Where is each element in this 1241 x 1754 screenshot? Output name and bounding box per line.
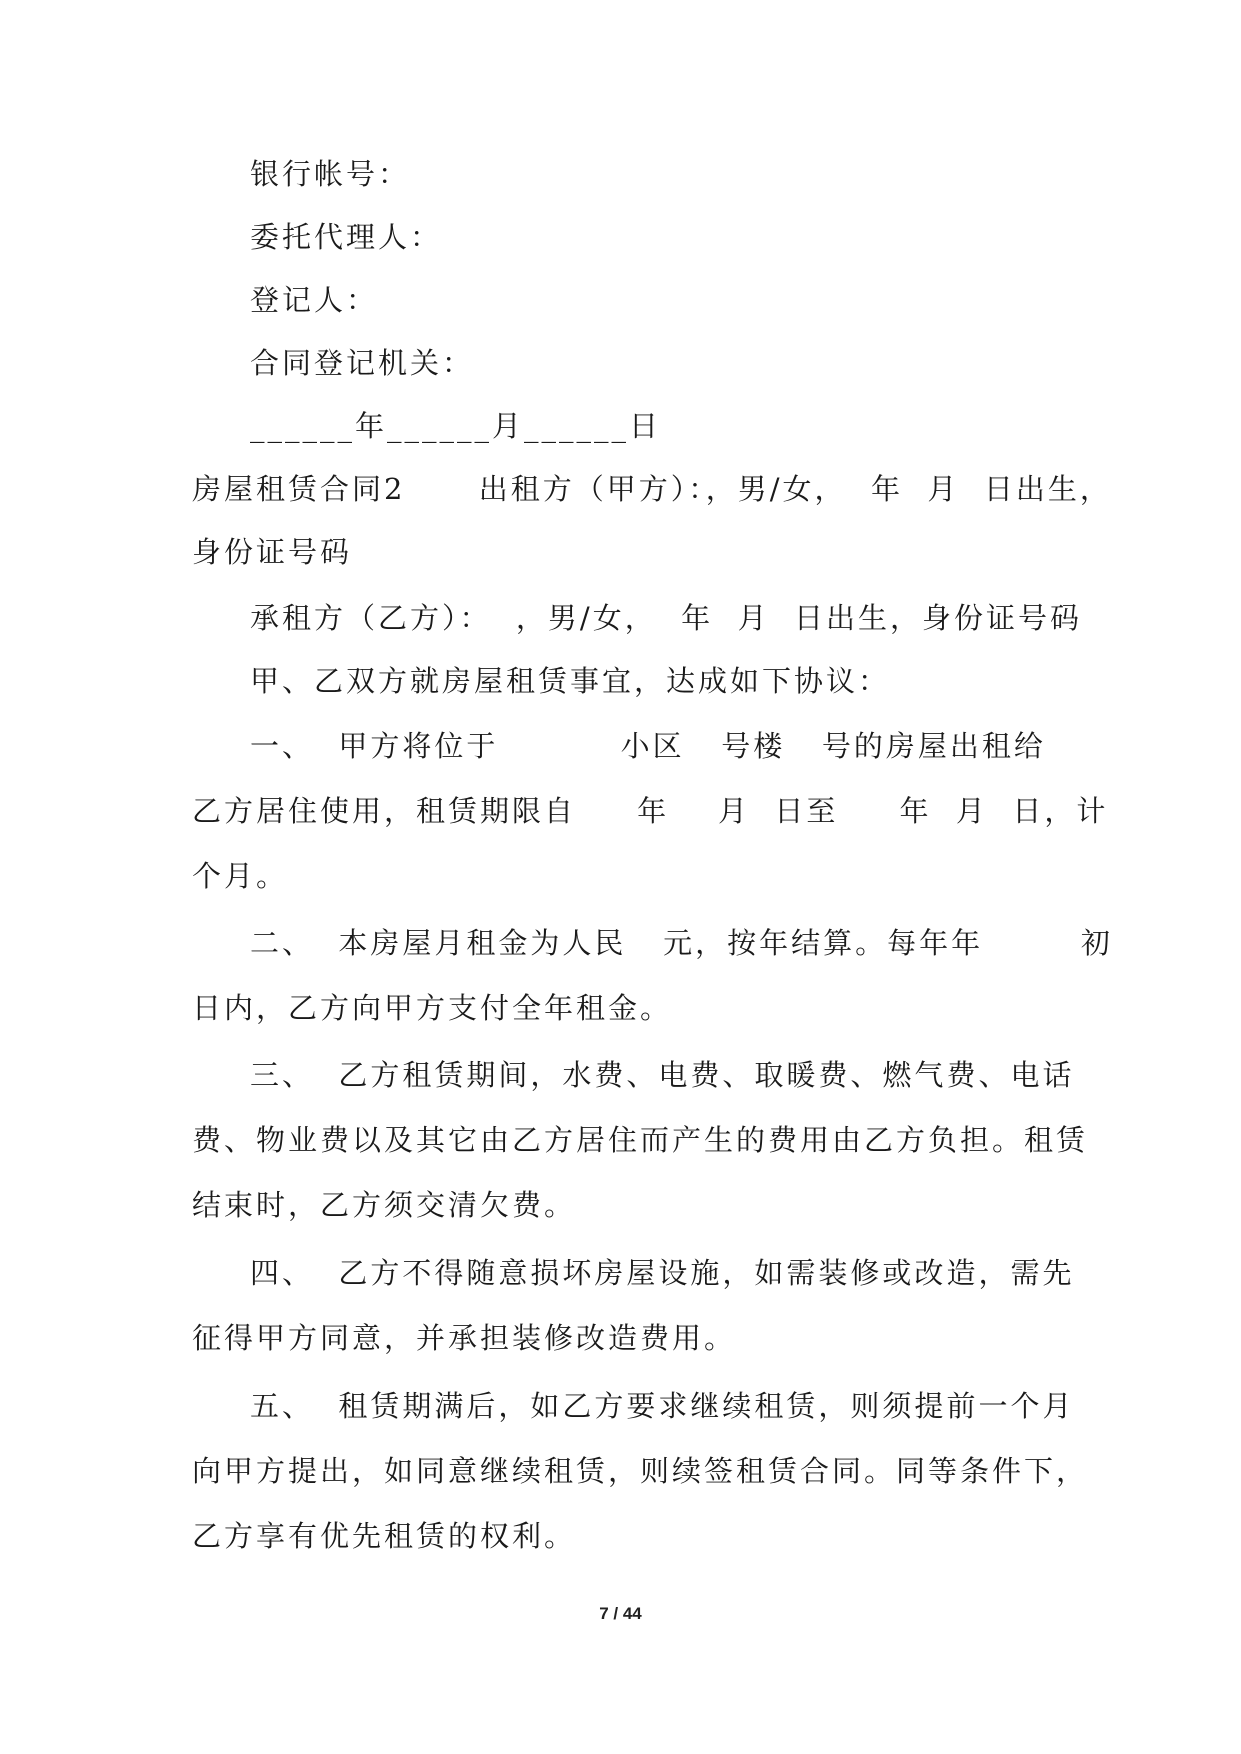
clause-5-line-1: 五、 租赁期满后，如乙方要求继续租赁，则须提前一个月 [250,1389,1075,1423]
contract-title-lessor-line: 房屋租赁合同2 出租方（甲方）：，男/女， 年 月 日出生， [192,472,1112,506]
clause-3-line-1: 三、 乙方租赁期间，水费、电费、取暖费、燃气费、电话 [250,1058,1075,1092]
agent-label: 委托代理人： [250,220,443,254]
clause-3-line-2: 费、物业费以及其它由乙方居住而产生的费用由乙方负担。租赁 [192,1123,1089,1157]
clause-1-line-1: 一、 甲方将位于 小区 号楼 号的房屋出租给 [250,729,1046,763]
lessee-line: 承租方（乙方）： ，男/女， 年 月 日出生，身份证号码 [250,601,1083,635]
clause-2-line-2: 日内，乙方向甲方支付全年租金。 [192,991,673,1025]
registration-office-label: 合同登记机关： [250,346,475,380]
clause-2-line-1: 二、 本房屋月租金为人民 元，按年结算。每年年 初 [250,926,1113,960]
clause-4-line-1: 四、 乙方不得随意损坏房屋设施，如需装修或改造，需先 [250,1256,1075,1290]
clause-4-line-2: 征得甲方同意，并承担装修改造费用。 [192,1321,737,1355]
clause-1-line-3: 个月。 [192,859,289,893]
agreement-intro: 甲、乙双方就房屋租赁事宜，达成如下协议： [250,664,891,698]
page-number: 7 / 44 [599,1604,642,1623]
clause-5-line-3: 乙方享有优先租赁的权利。 [192,1519,577,1553]
bank-account-label: 银行帐号： [250,157,411,191]
clause-3-line-3: 结束时，乙方须交清欠费。 [192,1188,577,1222]
date-line: ______年______月______日 [250,409,662,443]
clause-1-line-2: 乙方居住使用，租赁期限自 年 月 日至 年 月 日，计 [192,794,1109,828]
registrar-label: 登记人： [250,283,379,317]
clause-5-line-2: 向甲方提出，如同意继续租赁，则续签租赁合同。同等条件下， [192,1454,1089,1488]
id-number-line: 身份证号码 [192,535,353,569]
